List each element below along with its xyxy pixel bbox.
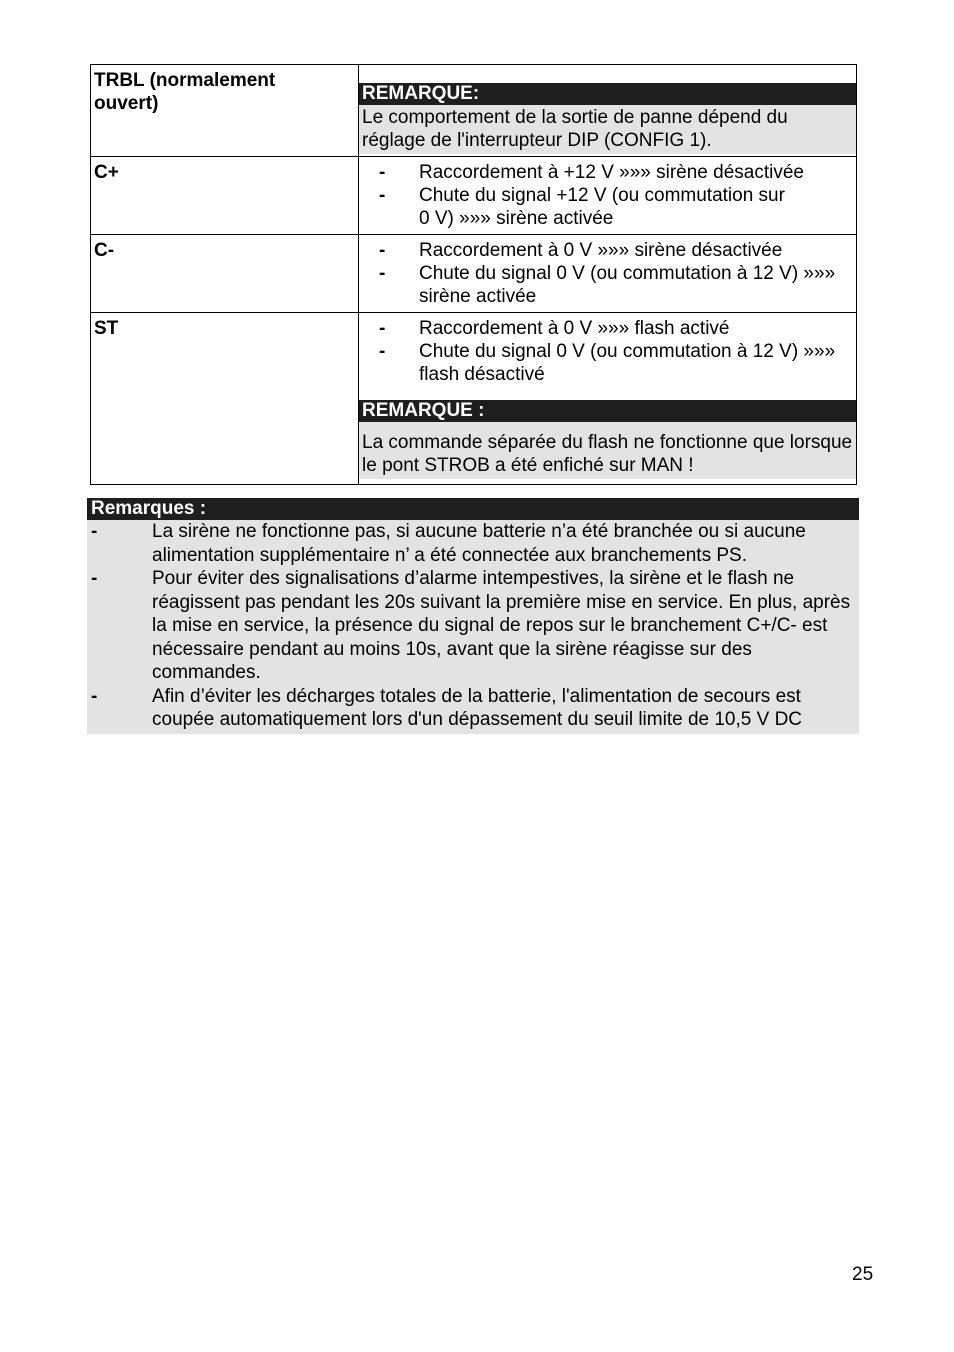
list-item: [359, 184, 856, 230]
terminal-description-c-plus: [359, 157, 857, 235]
table-row-st: [91, 313, 857, 485]
terminal-table: [90, 64, 857, 485]
list-item: [359, 161, 856, 184]
list-item: [359, 317, 856, 340]
bullet-list: [359, 313, 856, 386]
terminal-label-c-minus: C-: [91, 235, 359, 313]
bullet-dash: -: [91, 521, 98, 542]
note-heading: REMARQUE :: [359, 400, 856, 422]
bullet-dash: -: [379, 263, 386, 284]
list-item-text: Chute du signal 0 V (ou commutation à 12 V) »»» flash désactivé: [419, 341, 836, 385]
remarks-list: [87, 520, 859, 734]
terminal-description-st: [359, 313, 857, 485]
list-item: [87, 685, 859, 732]
list-item: [87, 567, 859, 685]
bullet-dash: -: [379, 318, 386, 339]
bullet-list: [359, 157, 856, 230]
terminal-label-st: ST: [91, 313, 359, 485]
list-item-text: Chute du signal +12 V (ou commutation sur 0 V) »»» sirène activée: [419, 185, 785, 229]
list-item-text: Chute du signal 0 V (ou commutation à 12 V) »»» sirène activée: [419, 263, 836, 307]
table-row-trbl: [91, 65, 857, 157]
terminal-label-trbl: TRBL (normalement ouvert): [91, 65, 359, 157]
bullet-dash: -: [91, 568, 98, 589]
bullet-dash: -: [379, 240, 386, 261]
list-item-text: Afin d’éviter les décharges totales de la batterie, l'alimentation de secours est coupée automatiquement lors d'un dépassement du seuil limite de 10,5 V DC: [152, 685, 803, 730]
remarks-heading: Remarques :: [87, 498, 859, 520]
bullet-dash: -: [379, 341, 386, 362]
list-item-text: Pour éviter des signalisations d’alarme intempestives, la sirène et le flash ne réagissent pas pendant les 20s suivant la première mise en service. En plus, après la mise en service, la présence du signal de repos sur le branchement C+/C- est nécessaire pendant au moins 10s, avant que la sirène réagisse sur des commandes.: [152, 568, 851, 683]
note-text: La commande séparée du flash ne fonctionne que lorsque le pont STROB a été enfiché sur MAN !: [359, 422, 856, 479]
list-item: [359, 239, 856, 262]
table-row-c-plus: [91, 157, 857, 235]
terminal-label-c-plus: C+: [91, 157, 359, 235]
terminal-description-trbl: [359, 65, 857, 157]
remarks-section: [87, 498, 859, 734]
list-item-text: Raccordement à 0 V »»» sirène désactivée: [419, 240, 783, 261]
bullet-list: [359, 235, 856, 308]
bullet-dash: -: [379, 162, 386, 183]
list-item-text: Raccordement à 0 V »»» flash activé: [419, 318, 730, 339]
bullet-dash: -: [91, 685, 98, 707]
list-item: [359, 262, 856, 308]
list-item: [87, 520, 859, 567]
bullet-dash: -: [379, 185, 386, 206]
list-item-text: La sirène ne fonctionne pas, si aucune batterie n’a été branchée ou si aucune alimentation supplémentaire n’ a été connectée aux branchements PS.: [152, 521, 806, 566]
note-text: Le comportement de la sortie de panne dépend du réglage de l'interrupteur DIP (CONFIG 1).: [359, 105, 856, 154]
list-item-text: Raccordement à +12 V »»» sirène désactivée: [419, 162, 804, 183]
note-heading: REMARQUE:: [359, 83, 856, 105]
terminal-description-c-minus: [359, 235, 857, 313]
table-row-c-minus: [91, 235, 857, 313]
list-item: [359, 340, 856, 386]
page-number: 25: [852, 1264, 874, 1285]
